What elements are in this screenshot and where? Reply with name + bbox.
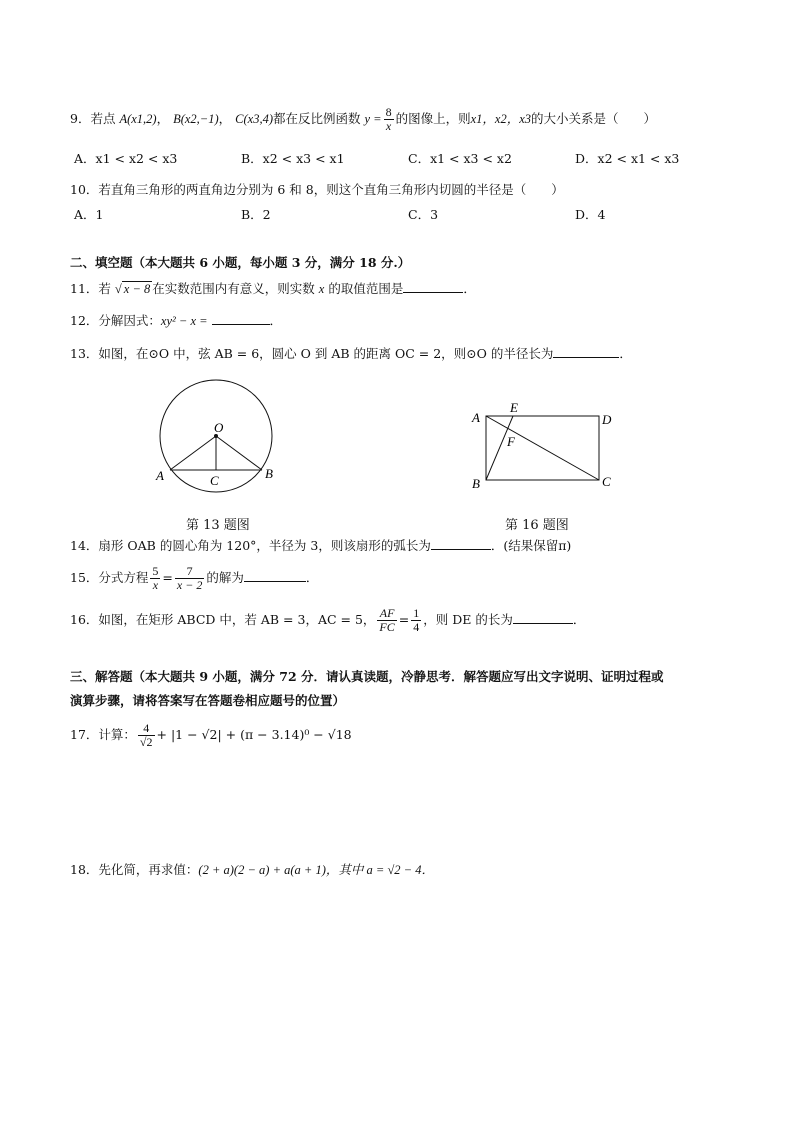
q9-coord-b: (x2,−1) (180, 112, 219, 126)
q11-radicand: x − 8 (123, 282, 151, 296)
fig16-label-f: F (507, 434, 515, 449)
q16-equals: = (398, 612, 410, 627)
q14-number: 14． (70, 538, 99, 553)
fig13-label-b: B (265, 466, 273, 481)
q10-number: 10． (70, 182, 99, 197)
fig13-label-a: A (156, 468, 164, 483)
q15-left-fraction (150, 565, 160, 592)
q12-expression: xy² − x = (160, 314, 208, 328)
q15-equals: = (162, 570, 173, 585)
figure-13-caption: 第 13 题图 (186, 518, 250, 533)
q16-end: ． (572, 612, 586, 627)
q9-text-3: 的图像上，则 (395, 111, 471, 126)
section-3-title-line-1: 三、解答题（本大题共 9 小题，满分 72 分．请认真读题，冷静思考．解答题应写出文字说明、证明过程或 (70, 669, 664, 684)
q15-left-numerator: 5 (152, 564, 159, 578)
q16-number: 16． (70, 612, 99, 627)
question-18 (70, 861, 434, 879)
q16-ratio-numerator: AF (377, 607, 396, 621)
q15-right-denominator: x − 2 (176, 578, 203, 592)
q12-number: 12． (70, 313, 99, 328)
q11-number: 11． (70, 281, 99, 296)
q9-func-lhs: y = (364, 112, 382, 126)
fig16-diagonal-ac (486, 416, 599, 480)
fig13-radius-oa (170, 436, 216, 470)
q17-numerator: 4 (138, 722, 155, 736)
q11-text-2: 在实数范围内有意义，则实数 (152, 281, 315, 296)
q18-number: 18． (70, 862, 99, 877)
q17-text-1: 计算： (98, 727, 136, 742)
q9-func-denominator: x (385, 119, 392, 133)
q9-number: 9． (70, 111, 91, 126)
q11-sqrt: √ x − 8 (114, 282, 151, 296)
fig13-radius-ob (216, 436, 262, 470)
q15-right-numerator: 7 (175, 565, 204, 579)
q9-func-fraction (384, 106, 394, 133)
q12-answer-blank (212, 311, 270, 325)
question-13 (70, 344, 632, 363)
q9-point-c: C (235, 112, 244, 126)
q9-option-d: D．x2 < x1 < x3 (575, 151, 680, 166)
q15-left-denominator: x (152, 578, 159, 592)
q9-coord-a: (x1,2) (127, 112, 157, 126)
q16-value-denominator: 4 (413, 620, 420, 634)
section-3-title-line-2: 演算步骤，请将答案写在答题卷相应题号的位置） (70, 693, 346, 708)
q11-var: x (318, 282, 325, 296)
question-15 (70, 565, 318, 592)
q11-text-1: 若 (98, 281, 111, 296)
q17-rest: + |1 − √2| + (π − 3.14)⁰ − √18 (156, 727, 352, 742)
q9-option-b: B．x2 < x3 < x1 (241, 151, 345, 166)
q16-text-2: ，则 DE 的长为 (423, 612, 513, 627)
q18-text-1: 先化简，再求值： (98, 862, 199, 877)
q14-answer-blank (431, 536, 491, 550)
question-9: 9．若点 A(x1,2)， B(x2,−1)， C(x3,4)都在反比例函数 y = $\frac{8}{x}$ 的图像上，则x1，x2，x3的大小关系是（ ） (70, 105, 657, 133)
q17-denominator: √2 (139, 735, 153, 749)
fig16-label-b: B (472, 476, 480, 491)
q17-number: 17． (70, 727, 99, 742)
question-14 (70, 536, 571, 555)
q10-option-c: C．3 (408, 207, 439, 222)
q11-answer-blank (403, 279, 463, 293)
section-2-title: 二、填空题（本大题共 6 小题，每小题 3 分，满分 18 分.） (70, 255, 411, 270)
question-10 (70, 181, 564, 199)
q16-value-numerator: 1 (413, 606, 420, 620)
q9-coord-c: (x3,4) (243, 112, 273, 126)
q15-answer-blank (244, 568, 306, 582)
figure-13 (150, 378, 290, 498)
q13-text: 如图，在⊙O 中，弦 AB = 6，圆心 O 到 AB 的距离 OC = 2，则⊙O 的半径长为 (98, 346, 554, 361)
q14-end: ．(结果保留π) (490, 538, 572, 553)
q11-end: ． (463, 281, 476, 296)
q16-answer-blank (513, 610, 573, 624)
question-16 (70, 607, 585, 634)
q10-text: 若直角三角形的两直角边分别为 6 和 8，则这个直角三角形内切圆的半径是（ ） (98, 182, 564, 197)
q13-number: 13． (70, 346, 99, 361)
fig16-label-c: C (602, 474, 611, 489)
fig16-label-a: A (472, 410, 480, 425)
q15-text-1: 分式方程 (98, 570, 149, 585)
figure-16 (466, 400, 626, 494)
q9-text-1: 若点 (90, 111, 116, 126)
q9-option-c: C．x1 < x3 < x2 (408, 151, 512, 166)
q16-ratio-denominator: FC (379, 620, 395, 634)
q10-option-d: D．4 (575, 207, 606, 222)
q13-end: ． (619, 346, 632, 361)
q12-text-1: 分解因式： (98, 313, 161, 328)
fig13-label-o: O (214, 420, 224, 435)
q15-end: ． (305, 570, 319, 585)
fig16-label-d: D (602, 412, 612, 427)
q10-option-a: A．1 (74, 207, 104, 222)
q9-option-a: A．x1 < x2 < x3 (74, 151, 178, 166)
question-17 (70, 722, 352, 749)
q12-end: ． (269, 313, 283, 328)
q9-point-a: A (119, 112, 128, 126)
fig13-label-c: C (210, 473, 219, 488)
question-11 (70, 279, 476, 298)
q11-text-3: 的取值范围是 (328, 281, 404, 296)
q18-expression: (2 + a)(2 − a) + a(a + 1)，其中 a = √2 − 4． (198, 863, 434, 877)
q15-number: 15． (70, 570, 99, 585)
question-12 (70, 311, 282, 330)
q16-text-1: 如图，在矩形 ABCD 中，若 AB = 3，AC = 5， (98, 612, 376, 627)
q9-vars: x1，x2，x3 (470, 112, 532, 126)
figure-16-caption: 第 16 题图 (505, 518, 569, 533)
q9-text-2: 都在反比例函数 (272, 111, 361, 126)
q9-point-b: B (173, 112, 181, 126)
q9-func-numerator: 8 (385, 105, 392, 119)
q17-fraction (138, 722, 155, 749)
q14-text: 扇形 OAB 的圆心角为 120°，半径为 3，则该扇形的弧长为 (98, 538, 431, 553)
q13-answer-blank (553, 344, 619, 358)
q15-right-fraction (175, 565, 204, 592)
q9-text-4: 的大小关系是（ ） (531, 111, 657, 126)
q15-text-2: 的解为 (206, 570, 244, 585)
q16-value-fraction (411, 607, 421, 634)
q10-option-b: B．2 (241, 207, 271, 222)
q16-ratio-fraction (377, 607, 396, 634)
fig16-label-e: E (510, 400, 518, 415)
